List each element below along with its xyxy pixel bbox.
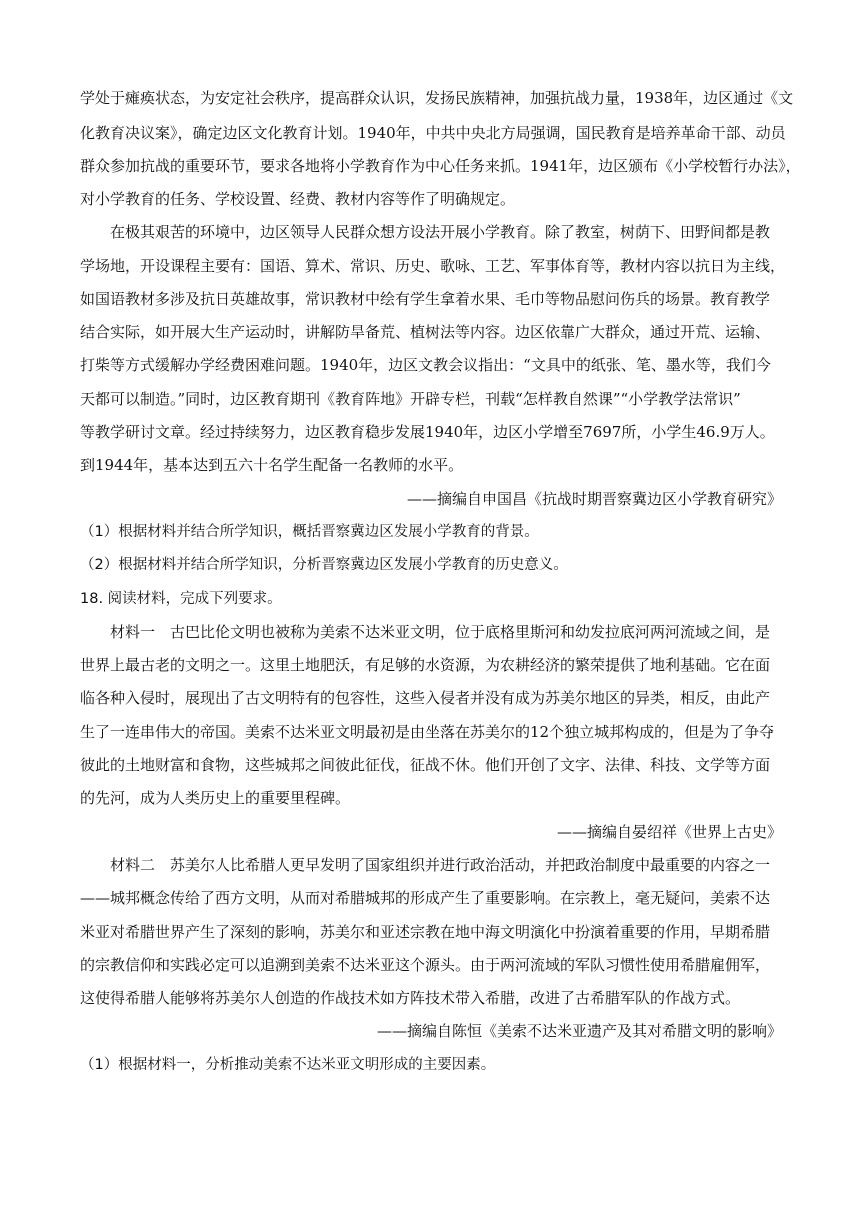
source-citation: ——摘编自晏绍祥《世界上古史》 (556, 823, 782, 841)
paragraph-line: 结合实际，如开展大生产运动时，讲解防旱备荒、植树法等内容。边区依靠广大群众，通过开荒、运输、 (80, 323, 771, 341)
question-item: （1）根据材料并结合所学知识，概括晋察冀边区发展小学教育的背景。 (80, 524, 539, 540)
paragraph-line: 化教育决议案》，确定边区文化教育计划。1940年，中共中央北方局强调，国民教育是培养革命干部、动员 (80, 124, 786, 142)
question-title: 18. 阅读材料，完成下列要求。 (80, 591, 282, 607)
material-line: 世界上最古老的文明之一。这里土地肥沃，有足够的水资源，为农耕经济的繁荣提供了地利基础。它在面 (80, 656, 771, 674)
paragraph-line: 学处于瘫痪状态，为安定社会秩序，提高群众认识，发扬民族精神，加强抗战力量，1938年，边区通过《文 (80, 89, 794, 107)
source-citation: ——摘编自申国昌《抗战时期晋察冀边区小学教育研究》 (406, 490, 782, 508)
paragraph-line: 打柴等方式缓解办学经费困难问题。1940年，边区文教会议指出：“文具中的纸张、笔、墨水等，我们今 (80, 356, 771, 374)
material-line: 材料一 古巴比伦文明也被称为美索不达米亚文明，位于底格里斯河和幼发拉底河两河流域之间，是 (110, 623, 771, 641)
material-line: 材料二 苏美尔人比希腊人更早发明了国家组织并进行政治活动，并把政治制度中最重要的内容之一 (110, 856, 771, 874)
material-line: 生了一连串伟大的帝国。美索不达米亚文明最初是由坐落在苏美尔的12个独立城邦构成的，但是为了争夺 (80, 723, 775, 741)
source-citation: ——摘编自陈恒《美索不达米亚遗产及其对希腊文明的影响》 (376, 1022, 782, 1040)
paragraph-line: 如国语教材多涉及抗日英雄故事，常识教材中绘有学生拿着水果、毛巾等物品慰问伤兵的场景。教育教学 (80, 290, 771, 308)
paragraph-line: 学场地，开设课程主要有：国语、算术、常识、历史、歌咏、工艺、军事体育等，教材内容以抗日为主线， (80, 257, 786, 275)
material-line: ——城邦概念传给了西方文明，从而对希腊城邦的形成产生了重要影响。在宗教上，毫无疑问，美索不达 (80, 889, 771, 907)
paragraph-line: 到1944年，基本达到五六十名学生配备一名教师的水平。 (80, 456, 464, 474)
material-line: 这使得希腊人能够将苏美尔人创造的作战技术如方阵技术带入希腊，改进了古希腊军队的作战方式。 (80, 989, 741, 1007)
paragraph-line: 对小学教育的任务、学校设置、经费、教材内容等作了明确规定。 (80, 190, 516, 208)
material-line: 的宗教信仰和实践必定可以追溯到美索不达米亚这个源头。由于两河流域的军队习惯性使用希腊雇佣军， (80, 956, 771, 974)
material-line: 米亚对希腊世界产生了深刻的影响，苏美尔和亚述宗教在地中海文明演化中扮演着重要的作用，早期希腊 (80, 923, 771, 941)
paragraph-line: 群众参加抗战的重要环节，要求各地将小学教育作为中心任务来抓。1941年，边区颁布《小学校暂行办法》， (80, 157, 801, 175)
question-item: （2）根据材料并结合所学知识，分析晋察冀边区发展小学教育的历史意义。 (80, 557, 568, 573)
material-line: 的先河，成为人类历史上的重要里程碑。 (80, 789, 351, 807)
paragraph-line: 在极其艰苦的环境中，边区领导人民群众想方设法开展小学教育。除了教室，树荫下、田野间都是教 (110, 223, 771, 241)
paragraph-line: 等教学研讨文章。经过持续努力，边区教育稳步发展1940年，边区小学增至7697所，小学生46.9万人。 (80, 423, 775, 441)
material-line: 彼此的土地财富和食物，这些城邦之间彼此征伐，征战不休。他们开创了文字、法律、科技、文学等方面 (80, 756, 771, 774)
paragraph-line: 天都可以制造。”同时，边区教育期刊《教育阵地》开辟专栏，刊载“怎样教自然课”“小学教学法常识” (80, 390, 741, 408)
material-line: 临各种入侵时，展现出了古文明特有的包容性，这些入侵者并没有成为苏美尔地区的异类，相反，由此产 (80, 689, 771, 707)
question-item: （1）根据材料一，分析推动美索不达米亚文明形成的主要因素。 (80, 1057, 496, 1073)
